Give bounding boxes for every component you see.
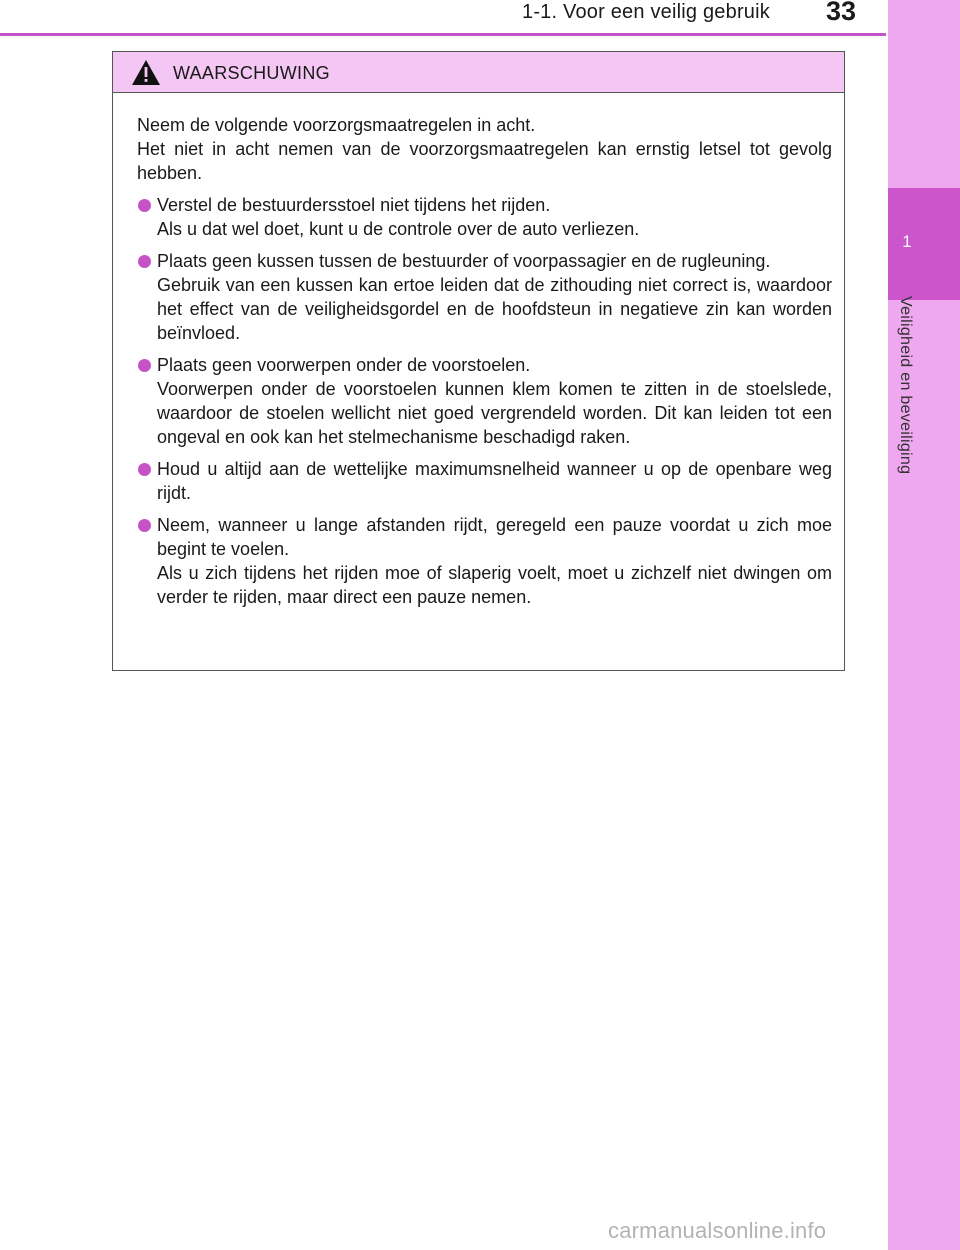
warning-list [137,193,832,609]
warning-intro-line: Neem de volgende voorzorgsmaatregelen in acht. [137,115,536,135]
bullet-icon [138,199,151,212]
bullet-icon [138,463,151,476]
warning-list-item [137,193,832,241]
watermark: carmanualsonline.info [608,1218,827,1243]
chapter-number: 1 [902,232,912,251]
warning-list-item [137,457,832,505]
section-title: 1-1. Voor een veilig gebruik [522,1,770,23]
warning-intro-line: Het niet in acht nemen van de voorzorgsmaatregelen kan ernstig letsel tot gevolg hebben. [137,139,832,183]
bullet-text: Neem, wanneer u lange afstanden rijdt, geregeld een pauze voordat u zich moe begint te voelen. [157,515,832,559]
bullet-text: Voorwerpen onder de voorstoelen kunnen klem komen te zitten in de stoelslede, waardoor de stoelen wellicht niet goed vergrendeld worden. Dit kan leiden tot een ongeval en ook kan het stelmechanisme beschadigd raken. [157,379,832,447]
bullet-icon [138,255,151,268]
warning-list-item [137,249,832,345]
warning-box [112,51,845,671]
warning-triangle-icon [131,59,161,86]
bullet-text: Gebruik van een kussen kan ertoe leiden dat de zithouding niet correct is, waardoor het effect van de veiligheidsgordel en de hoofdsteun in negatieve zin kan worden beïnvloed. [157,275,832,343]
bullet-text: Houd u altijd aan de wettelijke maximumsnelheid wanneer u op de openbare weg rijdt. [157,459,832,503]
warning-body [113,93,844,609]
warning-title: WAARSCHUWING [173,63,330,83]
bullet-text: Plaats geen kussen tussen de bestuurder of voorpassagier en de rugleuning. [157,251,771,271]
bullet-text: Als u zich tijdens het rijden moe of slaperig voelt, moet u zichzelf niet dwingen om verder te rijden, maar direct een pauze nemen. [157,563,832,607]
warning-list-item [137,353,832,449]
bullet-text: Verstel de bestuurdersstoel niet tijdens het rijden. [157,195,551,215]
warning-list-item [137,513,832,609]
bullet-icon [138,359,151,372]
page-number: 33 [826,0,857,26]
header-divider [0,33,886,36]
chapter-title: Veiligheid en beveiliging [897,296,914,475]
warning-header [113,52,844,93]
bullet-text: Plaats geen voorwerpen onder de voorstoelen. [157,355,531,375]
bullet-text: Als u dat wel doet, kunt u de controle over de auto verliezen. [157,219,640,239]
bullet-icon [138,519,151,532]
